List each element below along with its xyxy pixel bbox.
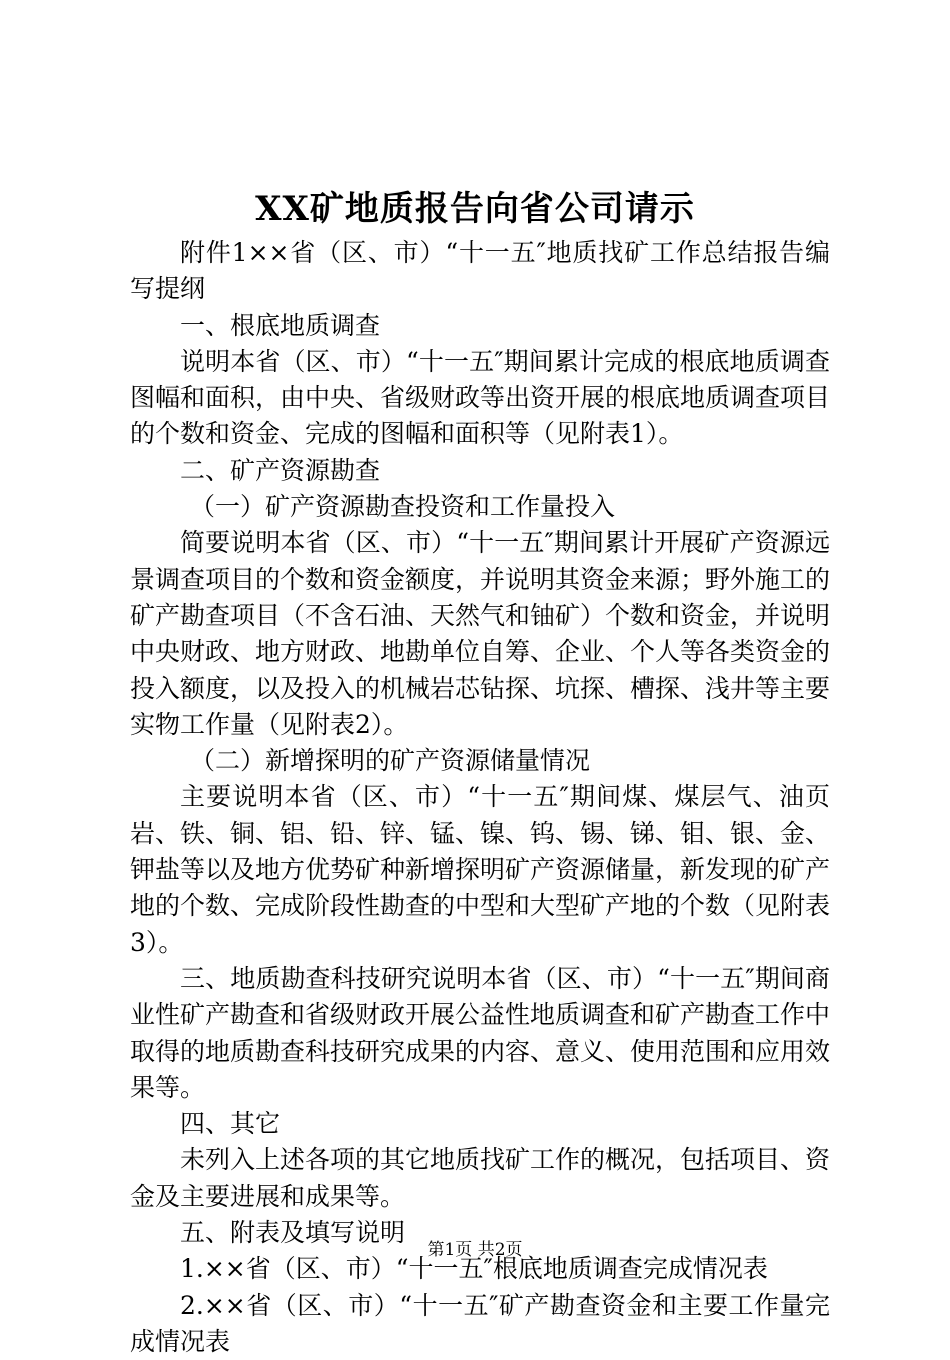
- paragraph-investment: 简要说明本省（区、市）“十一五″期间累计开展矿产资源远景调查项目的个数和资金额度，并说明其资金来源；野外施工的矿产勘查项目（不含石油、天然气和铀矿）个数和资金，并说明中央财政、地方财政、地勘单位自筹、企业、个人等各类资金的投入额度，以及投入的机械岩芯钻探、坑探、槽探、浅井等主要实物工作量（见附表2）。: [130, 528, 831, 739]
- document-body: [130, 235, 830, 1360]
- section-heading-mineral-exploration: 二、矿产资源勘查: [180, 455, 381, 485]
- appendix-item-1: 1.××省（区、市）“十一五″根底地质调查完成情况表: [180, 1254, 768, 1284]
- paragraph-other: 未列入上述各项的其它地质找矿工作的概况，包括项目、资金及主要进展和成果等。: [130, 1145, 831, 1211]
- paragraph-new-reserves: 主要说明本省（区、市）“十一五″期间煤、煤层气、油页岩、铁、铜、铝、铅、锌、锰、镍、钨、锡、锑、钼、银、金、钾盐等以及地方优势矿种新增探明矿产资源储量，新发现的矿产地的个数、完成阶段性勘查的中型和大型矿产地的个数（见附表3）。: [130, 782, 831, 957]
- subsection-heading-investment: （一）矿产资源勘查投资和工作量投入: [190, 492, 616, 522]
- paragraph-research: 三、地质勘查科技研究说明本省（区、市）“十一五″期间商业性矿产勘查和省级财政开展公益性地质调查和矿产勘查工作中取得的地质勘查科技研究成果的内容、意义、使用范围和应用效果等。: [130, 963, 831, 1102]
- paragraph-basic-survey: 说明本省（区、市）“十一五″期间累计完成的根底地质调查图幅和面积，由中央、省级财政等出资开展的根底地质调查项目的个数和资金、完成的图幅和面积等（见附表1）。: [130, 346, 831, 449]
- document-title: XX矿地质报告向省公司请示: [255, 189, 695, 229]
- page-footer: 第1页 共2页: [427, 1240, 523, 1260]
- section-heading-basic-survey: 一、根底地质调查: [180, 310, 381, 340]
- subsection-heading-new-reserves: （二）新增探明的矿产资源储量情况: [190, 746, 591, 776]
- appendix-item-2: 2.××省（区、市）“十一五″矿产勘查资金和主要工作量完成情况表: [130, 1290, 830, 1356]
- section-heading-other: 四、其它: [180, 1109, 281, 1139]
- paragraph-attachment-heading: 附件1××省（区、市）“十一五″地质找矿工作总结报告编写提纲: [130, 238, 830, 304]
- section-heading-appendix: 五、附表及填写说明: [180, 1218, 406, 1248]
